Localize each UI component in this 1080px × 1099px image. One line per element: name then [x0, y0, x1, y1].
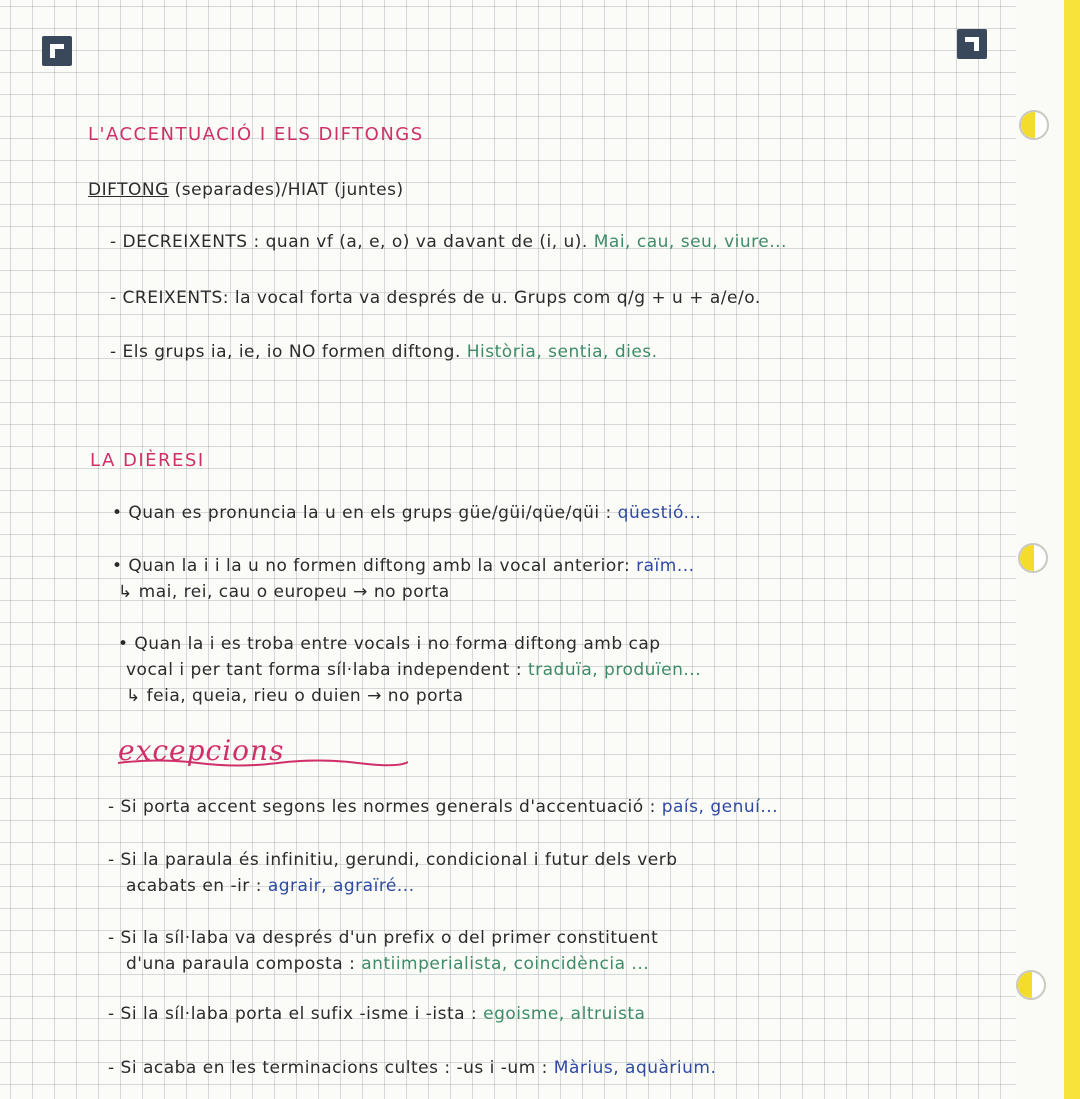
item-text: acabats en -ir :: [126, 876, 262, 896]
list-item: - Si la síl·laba va després d'un prefix o del primer constituent: [108, 928, 659, 948]
item-text: • Quan la i i la u no formen diftong amb la vocal anterior:: [112, 556, 631, 576]
item-lead: - CREIXENTS:: [110, 288, 229, 308]
separades-label: (separades): [168, 180, 282, 200]
item-examples: Màrius, aquàrium.: [547, 1058, 717, 1078]
section-title-dieresi: LA DIÈRESI: [90, 450, 205, 471]
binder-hole-icon: [1018, 543, 1048, 573]
item-lead: - Els grups: [110, 342, 205, 362]
list-item: [112, 503, 701, 523]
item-text: vocal i per tant forma síl·laba independent :: [126, 660, 523, 680]
binding-edge: [1064, 0, 1080, 1099]
item-text: - Si la síl·laba porta el sufix -isme i -ista :: [108, 1004, 478, 1024]
list-item: [110, 288, 761, 308]
list-item: [110, 232, 787, 252]
corner-mark-right-icon: [957, 29, 987, 59]
list-item: [108, 1004, 645, 1024]
diftong-label: DIFTONG: [88, 180, 169, 200]
item-text: la vocal forta va després de u. Grups com q/g + u + a/e/o.: [228, 288, 761, 308]
item-text: - Si acaba en les terminacions cultes : -us i -um :: [108, 1058, 548, 1078]
item-examples: raïm...: [630, 556, 695, 576]
item-text: quan vf (a, e, o) va davant de (i, u).: [259, 232, 588, 252]
list-item-continuation: [126, 876, 415, 896]
item-text: • Quan es pronuncia la u en els grups güe/güi/qüe/qüi :: [112, 503, 612, 523]
list-item: [112, 556, 695, 576]
section-title-excepcions: excepcions: [118, 734, 285, 767]
section-title-diftongs: L'ACCENTUACIÓ I ELS DIFTONGS: [88, 124, 424, 145]
item-text: d'una paraula composta :: [126, 954, 356, 974]
item-text: ia, ie, io NO formen diftong.: [204, 342, 461, 362]
item-examples: Història, sentia, dies.: [460, 342, 658, 362]
binder-hole-icon: [1016, 970, 1046, 1000]
title-underline: [118, 754, 408, 768]
item-examples: traduïa, produïen...: [522, 660, 702, 680]
item-examples: egoisme, altruista: [477, 1004, 646, 1024]
diftong-hiat-header: [88, 180, 404, 200]
item-examples: agrair, agraïré...: [261, 876, 415, 896]
list-item-continuation: [126, 954, 649, 974]
list-item: [108, 1058, 716, 1078]
list-item: [108, 797, 778, 817]
item-note: ↳ feia, queia, rieu o duien → no porta: [126, 686, 464, 706]
item-text: - Si porta accent segons les normes generals d'accentuació :: [108, 797, 656, 817]
item-examples: Mai, cau, seu, viure...: [587, 232, 787, 252]
list-item: - Si la paraula és infinitiu, gerundi, condicional i futur dels verb: [108, 850, 678, 870]
item-note: ↳ mai, rei, cau o europeu → no porta: [118, 582, 450, 602]
binder-hole-icon: [1019, 110, 1049, 140]
item-lead: - DECREIXENTS :: [110, 232, 260, 252]
item-examples: qüestió...: [611, 503, 702, 523]
item-examples: antiimperialista, coincidència ...: [355, 954, 650, 974]
hiat-label: /HIAT (juntes): [281, 180, 404, 200]
list-item: • Quan la i es troba entre vocals i no forma diftong amb cap: [118, 634, 661, 654]
list-item-continuation: [126, 660, 701, 680]
item-examples: país, genuí...: [655, 797, 779, 817]
list-item: [110, 342, 658, 362]
corner-mark-left-icon: [42, 36, 72, 66]
